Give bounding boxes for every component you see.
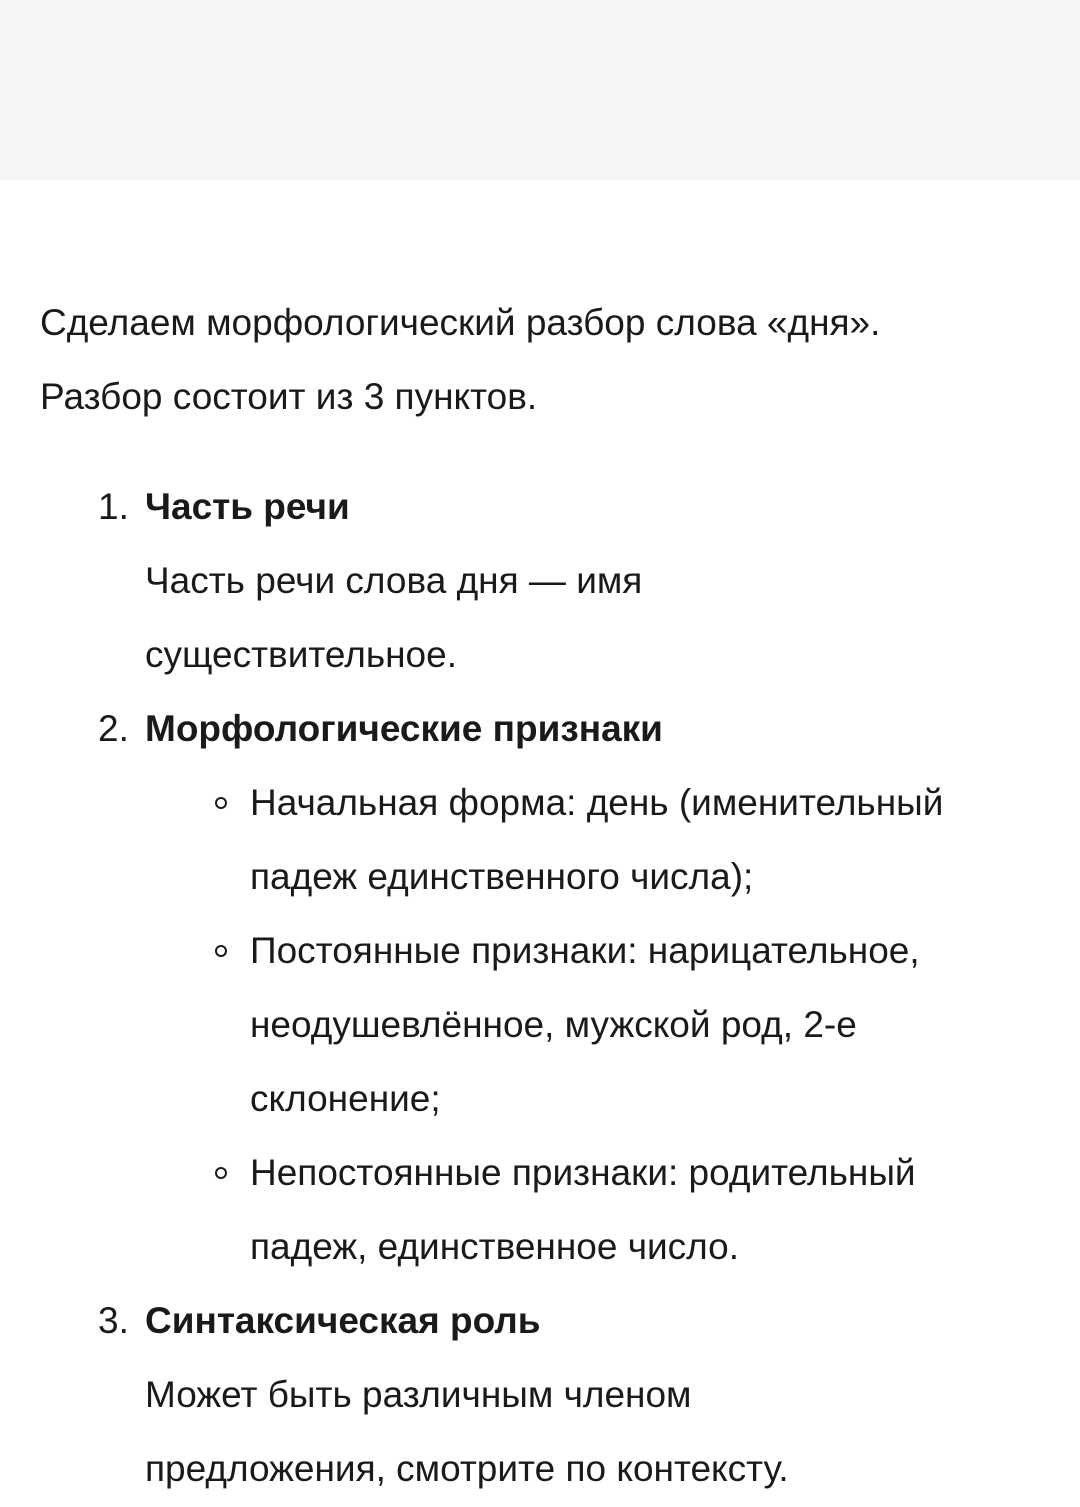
step-text-line: существительное. (145, 634, 457, 675)
features-list (145, 766, 1050, 1284)
step-title: Синтаксическая роль (145, 1300, 541, 1341)
feature-variable (145, 1136, 1050, 1284)
feature-text-line: падеж, единственное число. (250, 1226, 740, 1267)
feature-text-line: Начальная форма: день (именительный (250, 782, 944, 823)
step-part-of-speech (40, 470, 1050, 692)
step-text-line: предложения, смотрите по контексту. (145, 1448, 789, 1489)
step-number: 2. (98, 708, 129, 749)
intro (40, 286, 1050, 434)
feature-initial-form (145, 766, 1050, 914)
step-number: 3. (98, 1300, 129, 1341)
circle-bullet-icon (215, 797, 227, 809)
feature-text-line: Непостоянные признаки: родительный (250, 1152, 916, 1193)
analysis-steps (40, 470, 1050, 1506)
step-morphological-features (40, 692, 1050, 1284)
article-content (40, 286, 1050, 1506)
step-title: Часть речи (145, 486, 350, 527)
step-text-line: Может быть различным членом (145, 1374, 692, 1415)
step-title: Морфологические признаки (145, 708, 663, 749)
intro-line: Сделаем морфологический разбор слова «дня». (40, 302, 881, 343)
circle-bullet-icon (215, 1167, 227, 1179)
feature-constant (145, 914, 1050, 1136)
feature-text-line: падеж единственного числа); (250, 856, 754, 897)
feature-text-line: неодушевлённое, мужской род, 2-е (250, 1004, 857, 1045)
top-banner (0, 0, 1080, 180)
step-syntactic-role (40, 1284, 1050, 1506)
circle-bullet-icon (215, 945, 227, 957)
feature-text-line: Постоянные признаки: нарицательное, (250, 930, 920, 971)
feature-text-line: склонение; (250, 1078, 441, 1119)
intro-line: Разбор состоит из 3 пунктов. (40, 376, 538, 417)
step-text-line: Часть речи слова дня — имя (145, 560, 643, 601)
step-number: 1. (98, 486, 129, 527)
